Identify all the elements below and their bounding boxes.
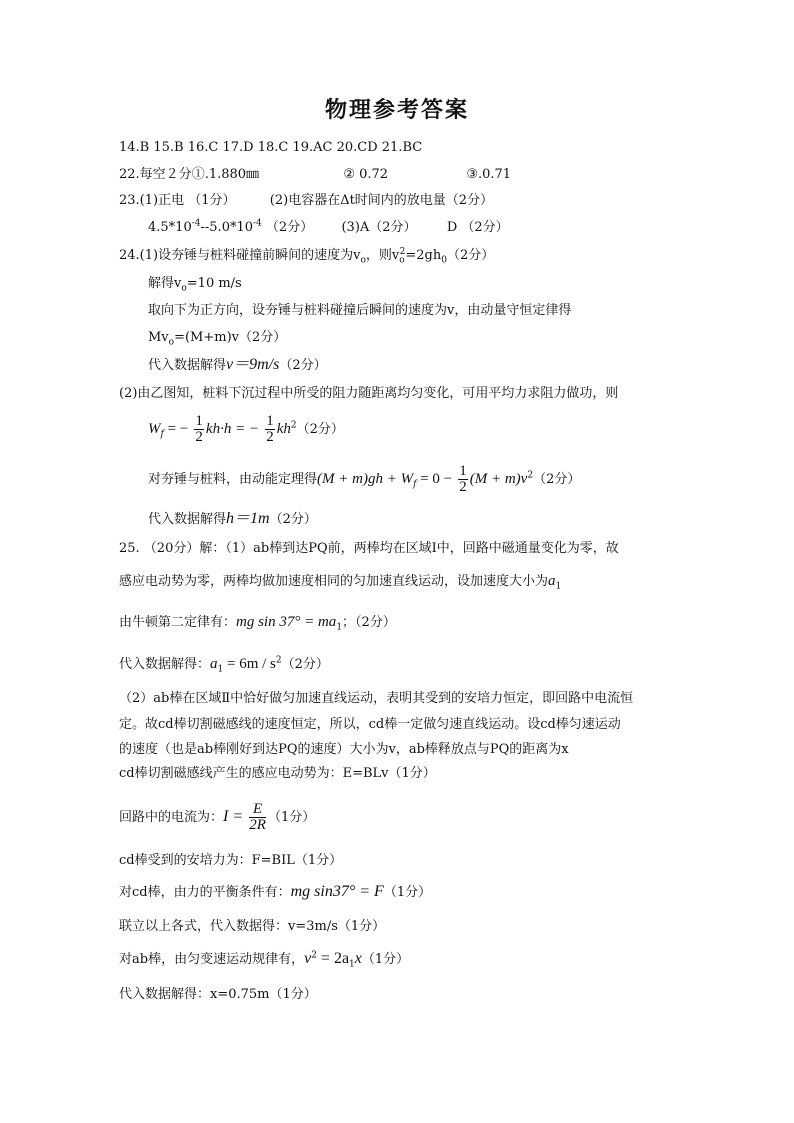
q24-score7: （2分） [296,422,344,437]
q23-exp1: -4 [191,218,201,229]
q24-sub2: 0 [441,255,447,266]
fraction-e-over-2r [249,802,266,833]
q23-exp2: -4 [253,218,262,229]
q25-text11: 对cd棒，由力的平衡条件有： [119,885,291,900]
q24-sub1: o [399,255,405,266]
q25-line9-current [119,800,315,835]
q22-a2: ② 0.72 [343,167,389,182]
frac-den: 2 [195,429,203,445]
q25-score3: ；（2分） [342,615,396,630]
q25-line12: 联立以上各式，代入数据得：v=3m/s（1分） [119,919,386,934]
q24-line8-energy-theorem [148,464,580,495]
q24-score1: （2分） [446,248,495,263]
q25-line11 [119,884,431,901]
q25-v: v [304,950,312,967]
q24-line2 [148,276,242,292]
q24-sup7: 2 [290,420,297,431]
frac-num: E [249,802,266,818]
q25-eq13: = 2a [316,950,350,967]
q23-part3: (3)A（2分） [341,220,417,235]
q25-score11: （1分） [383,885,432,900]
q25-sub4: 1 [217,664,224,675]
q22-a3: ③.0.71 [466,167,512,182]
q24-m1: (M + m)gh + W [317,471,414,487]
q25-text13: 对ab棒，由匀变速运动规律有， [119,952,305,967]
q24-text1b: ，则v [365,248,400,263]
q24-w: W [148,421,161,437]
q24-text5: 代入数据解得 [148,358,227,373]
q24-text8: 对夯锤与桩料，由动能定理得 [148,472,318,487]
q25-line1: 25. （20分）解：（1）ab棒到达PQ前，两棒均在区域Ⅰ中，回路中磁通量变化为零，故 [119,541,619,556]
q24-text1: 24.(1)设夯锤与桩料碰撞前瞬间的速度为v [119,248,361,263]
q24-line1 [119,248,494,264]
q25-line10: cd棒受到的安培力为：F=BIL（1分） [119,853,343,868]
q24-text4: Mv [148,330,169,345]
q24-line3: 取向下为正方向，设夯锤与桩料碰撞后瞬间的速度为v，由动量守恒定律得 [148,303,572,318]
q25-text9: 回路中的电流为： [119,810,224,825]
q24-line6: (2)由乙图知，桩料下沉过程中所受的阻力随距离均匀变化，可用平均力求阻力做功，则 [119,386,619,401]
q24-text2b: =10 m/s [186,276,242,291]
q24-m3: (M + m)v [469,471,528,487]
q24-m2: = 0 − [416,471,453,487]
page-title: 物理参考答案 [324,97,469,123]
frac-den: 2R [249,817,266,833]
fraction-half-2 [265,414,275,445]
q25-text2: 感应电动势为零，两棒均做加速度相同的匀加速直线运动，设加速度大小为 [119,574,549,589]
q25-sub13: 1 [349,959,355,970]
q25-score13: （1分） [361,952,410,967]
q24-line7-work-formula [148,414,344,445]
q25-text4: 代入数据解得： [119,657,211,672]
frac-den: 2 [459,479,467,495]
frac-den: 2 [266,429,274,445]
q24-sub4: o [168,337,175,348]
q25-x: x [354,950,362,967]
q25-score4: （2分） [281,657,329,672]
q22-answer [119,167,511,183]
q24-sup1: 2 [399,246,406,257]
q24-score8: （2分） [533,472,581,487]
q23-line2 [148,220,509,236]
q24-eq2: kh·h = − [205,421,260,437]
q24-text4b: =(M+m)v（2分） [174,330,287,345]
q24-result-h: h＝1m [226,510,270,527]
q25-line13 [119,951,409,968]
q24-text1c: =2gh [405,248,442,263]
q25-score9: （1分） [267,810,316,825]
q25-line3 [119,614,396,631]
q24-score9: （2分） [269,512,317,527]
q25-line4 [119,656,329,673]
q25-asub: 1 [555,581,562,592]
q24-score5: （2分） [279,358,327,373]
q24-line4 [148,330,286,346]
q23-line1 [119,193,493,209]
q25-sup13: 2 [311,950,317,961]
q25-newton: mg sin 37° = ma [236,614,337,630]
q24-line9 [148,511,317,528]
q24-sub0: o [360,255,366,266]
q25-line6: 定。故cd棒切割磁感线的速度恒定，所以，cd棒一定做匀速直线运动。设cd棒匀速运动 [119,717,621,732]
q23-part2: (2)电容器在Δt时间内的放电量（2分） [269,193,494,208]
frac-num: 1 [266,413,274,429]
frac-num: 1 [459,463,467,479]
q25-text3: 由牛顿第二定律有： [119,615,237,630]
q25-sup4: 2 [275,655,282,666]
q25-balance: mg sin37° = F [290,883,384,900]
q25-line14: 代入数据解得：x=0.75m（1分） [119,987,317,1002]
q25-sub3: 1 [336,622,343,633]
q24-sub8: f [413,479,417,490]
q25-a: a [548,573,556,589]
q25-line8: cd棒切割磁感线产生的感应电动势为：E=BLv（1分） [119,766,436,781]
q25-i: I = [223,808,244,825]
q22-prefix: 22.每空２分 [119,167,192,182]
q24-wsub: f [160,429,164,440]
q23-range-high: --5.0*10 [200,220,254,235]
q25-a1: a [210,656,218,672]
q24-sup8: 2 [527,470,534,481]
q23-range-low: 4.5*10 [148,220,192,235]
q25-line5: （2）ab棒在区域Ⅱ中恰好做匀加速直线运动，表明其受到的安培力恒定，即回路中电流恒 [119,691,634,706]
q23-part4: D （2分） [446,220,509,235]
q24-eq3: kh [276,421,291,437]
q24-line5 [148,357,327,374]
fraction-half-1 [194,414,204,445]
q25-line7: 的速度（也是ab棒刚好到达PQ的速度）大小为v，ab棒释放点与PQ的距离为x [119,742,569,757]
q23-part1: 23.(1)正电 （1分） [119,193,236,208]
q22-a1: ①.1.880㎜ [191,167,260,182]
q23-score1: （2分） [261,220,314,235]
q24-text9: 代入数据解得 [148,512,227,527]
q24-result-v: v＝9m/s [226,356,280,373]
q24-text2: 解得v [148,276,182,291]
q25-a1-val: = 6m / s [223,656,276,672]
frac-num: 1 [195,413,203,429]
fraction-half-3 [458,464,468,495]
q25-line2 [119,573,561,590]
q24-eq1: = − [163,421,189,437]
multiple-choice-answers: 14.B 15.B 16.C 17.D 18.C 19.AC 20.CD 21.BC [119,140,423,155]
q24-sub3: o [181,283,187,294]
